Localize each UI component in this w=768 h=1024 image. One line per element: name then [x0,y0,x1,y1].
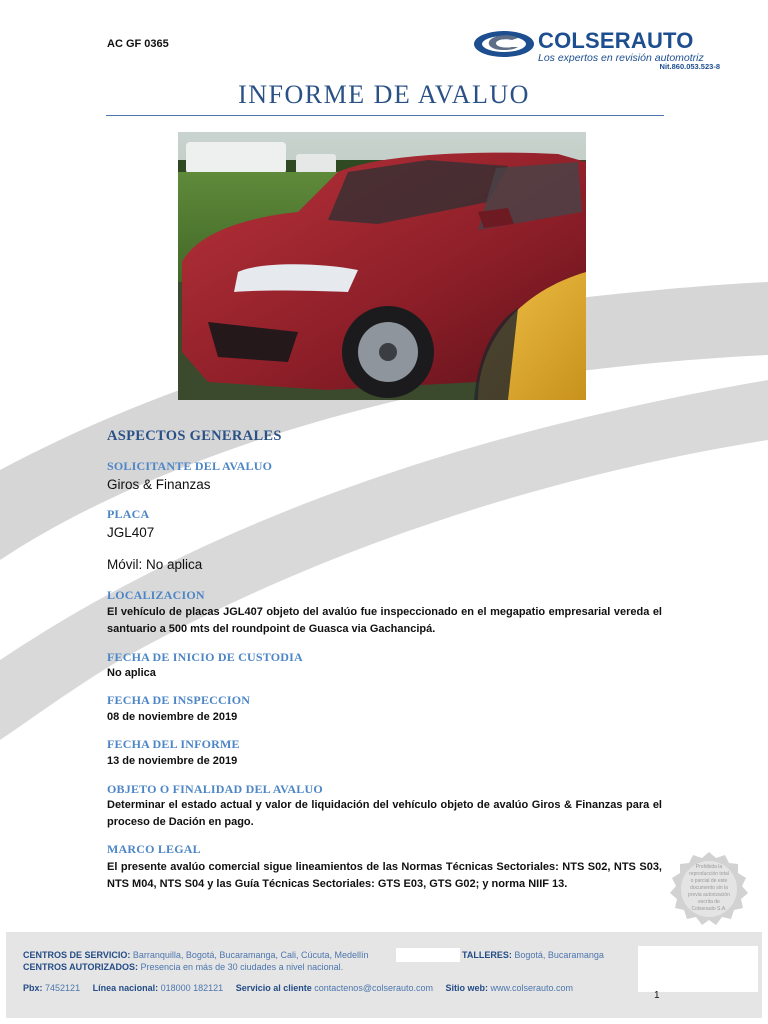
svg-text:o parcial de este: o parcial de este [690,878,728,884]
movil-value: Móvil: No aplica [107,557,203,572]
vehicle-photo [178,132,586,400]
colserauto-logo-icon [472,28,536,60]
page-footer [6,932,762,1018]
svg-text:documento sin la: documento sin la [690,885,728,891]
svg-text:escrita de: escrita de [698,899,720,905]
company-logo [472,26,722,72]
marco-legal-label: MARCO LEGAL [107,842,201,856]
sitio-label: Sitio web: [445,983,488,993]
footer-blank-box [638,946,758,992]
title-divider [106,115,664,116]
fecha-inspeccion-label: FECHA DE INSPECCION [107,693,251,707]
footer-redaction-box [396,948,460,962]
svg-text:Prohibida la: Prohibida la [695,864,723,870]
objeto-label: OBJETO O FINALIDAD DEL AVALUO [107,782,323,796]
logo-nit: Nit.860.053.523-8 [659,62,720,71]
footer-talleres [462,950,604,960]
svg-text:previa autorización: previa autorización [688,892,730,898]
solicitante-label: SOLICITANTE DEL AVALUO [107,459,273,473]
section-title-aspectos-generales: ASPECTOS GENERALES [107,428,282,444]
fecha-informe-label: FECHA DEL INFORME [107,737,240,751]
fecha-informe-value: 13 de noviembre de 2019 [107,755,238,767]
localizacion-value: El vehículo de placas JGL407 objeto del avalúo fue inspeccionado en el megapatio empresarial vereda el santuario a 500 mts del roundpoint de Guasca via Gachancipá. [107,606,662,635]
placa-value: JGL407 [107,525,155,540]
footer-contact-line [23,983,573,993]
seal-icon [664,850,754,930]
sitio-web-link[interactable]: www.colserauto.com [490,983,574,993]
logo-tagline: Los expertos en revisión automotriz [538,52,704,64]
page-number: 1 [654,990,660,1001]
document-title: INFORME DE AVALUO [238,80,530,109]
talleres-value: Bogotá, Bucaramanga [514,950,604,960]
servicio-email-link[interactable]: contactenos@colserauto.com [314,983,433,993]
solicitante-value: Giros & Finanzas [107,477,211,492]
footer-centros-servicio [23,950,369,960]
linea-value: 018000 182121 [160,983,224,993]
svg-text:Colserauto S.A.: Colserauto S.A. [691,906,727,912]
localizacion-label: LOCALIZACION [107,588,205,602]
marco-legal-value: El presente avalúo comercial sigue lineamientos de las Normas Técnicas Sectoriales: NTS S02, NTS S03, NTS M04, NTS S04 y las Guía Técnicas Sectoriales: GTS E03, GTS G02; y norma NIIF 13. [107,861,662,890]
servicio-label: Servicio al cliente [235,983,312,993]
svg-text:reproducción total: reproducción total [689,871,729,877]
pbx-label: Pbx: [23,983,43,993]
fecha-custodia-value: No aplica [107,667,156,679]
centros-servicio-value: Barranquilla, Bogotá, Bucaramanga, Cali, Cúcuta, Medellín [132,950,369,960]
copyright-seal [664,850,754,930]
pbx-value: 7452121 [45,983,81,993]
talleres-label: TALLERES: [462,950,512,960]
centros-autorizados-label: CENTROS AUTORIZADOS: [23,962,139,972]
placa-label: PLACA [107,507,150,521]
objeto-value: Determinar el estado actual y valor de liquidación del vehículo objeto de avalúo Giros & Finanzas para el proceso de Dación en pago. [107,799,662,828]
fecha-custodia-label: FECHA DE INICIO DE CUSTODIA [107,650,303,664]
fecha-inspeccion-value: 08 de noviembre de 2019 [107,711,238,723]
logo-name: COLSERAUTO [538,28,694,53]
footer-centros-autorizados [23,962,343,972]
centros-servicio-label: CENTROS DE SERVICIO: [23,950,131,960]
document-code: AC GF 0365 [107,38,169,50]
centros-autorizados-value: Presencia en más de 30 ciudades a nivel nacional. [140,962,344,972]
linea-label: Línea nacional: [92,983,159,993]
